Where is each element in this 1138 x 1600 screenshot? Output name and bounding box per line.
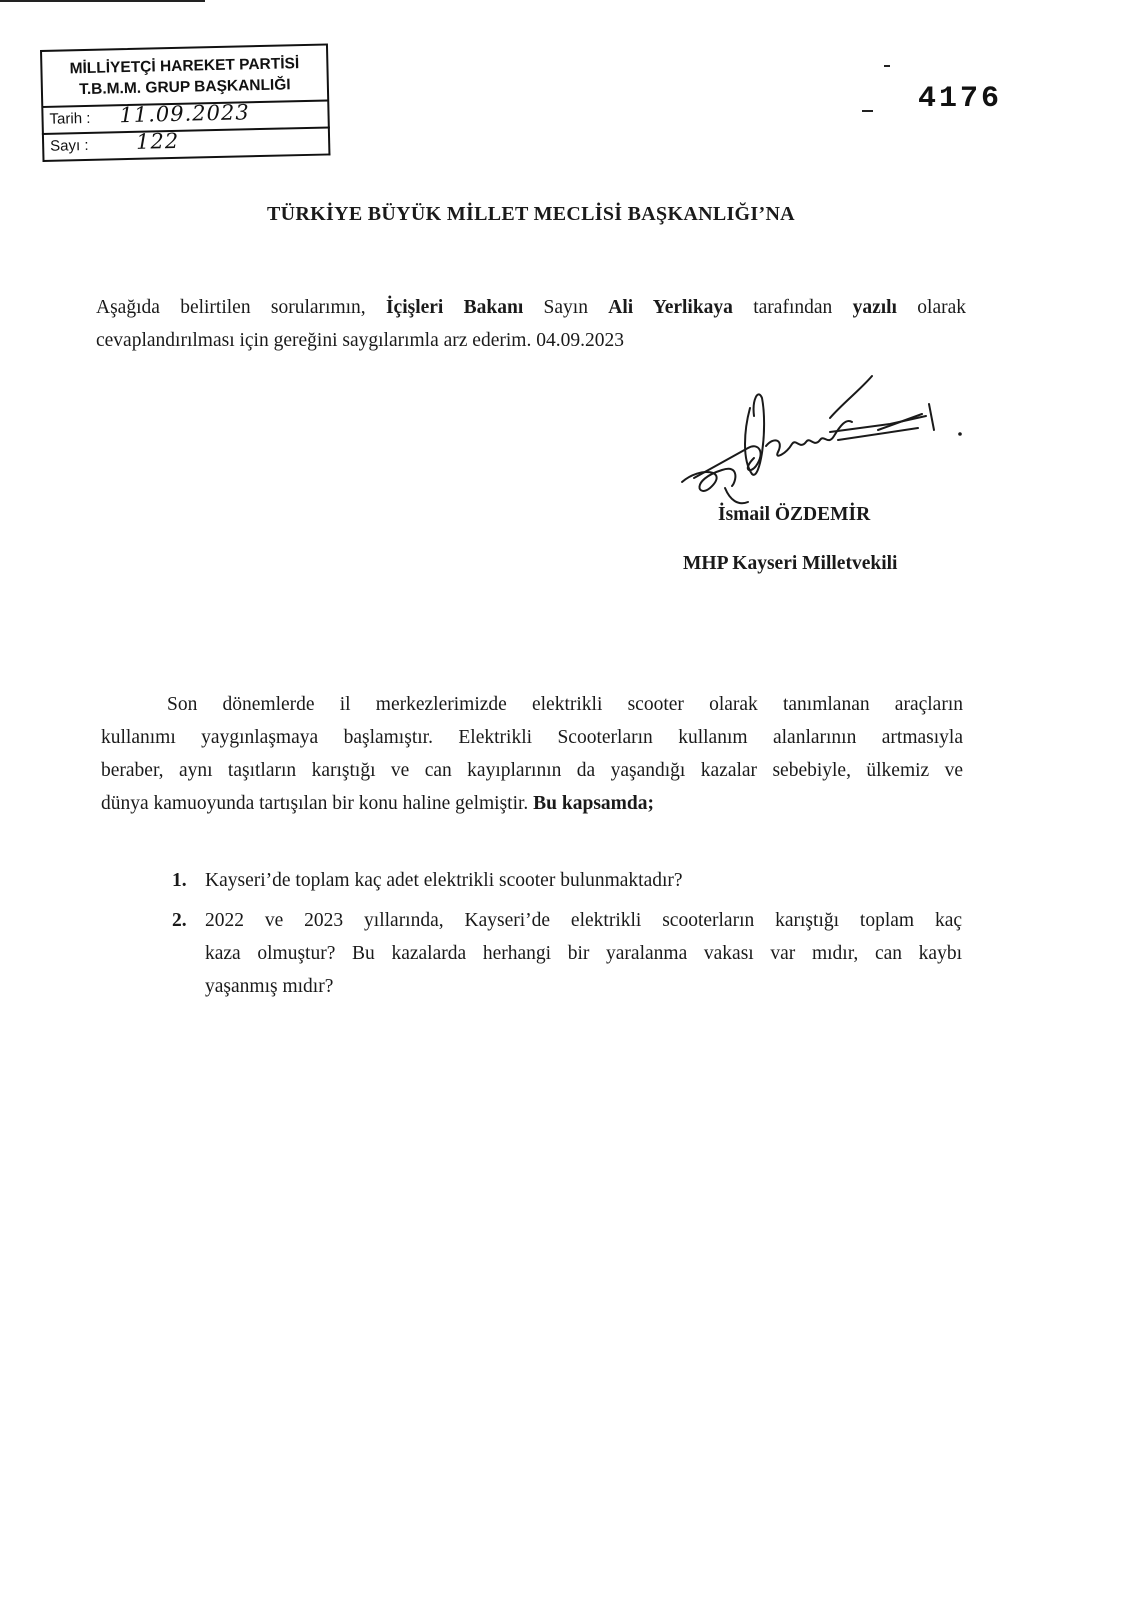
question-line: kaza olmuştur? Bu kazalarda herhangi bir yaralanma vakası var mıdır, can kaybı <box>205 943 962 964</box>
signer-title: MHP Kayseri Milletvekili <box>683 553 898 574</box>
signer-name: İsmail ÖZDEMİR <box>718 504 871 525</box>
body-paragraph <box>101 688 963 820</box>
stamp-date-value: 11.09.2023 <box>119 100 250 128</box>
body-line: Son dönemlerde il merkezlerimizde elektrikli scooter olarak tanımlanan araçların <box>167 694 963 715</box>
body-scope-phrase: Bu kapsamda; <box>533 793 655 814</box>
intro-minister-name: Ali Yerlikaya <box>608 297 733 318</box>
margin-dash <box>884 65 890 67</box>
scan-edge-mark <box>0 0 205 2</box>
question-text <box>205 864 962 897</box>
question-line: 2022 ve 2023 yıllarında, Kayseri’de elektrikli scooterların karıştığı toplam kaç <box>205 910 962 931</box>
intro-text: Aşağıda belirtilen sorularımın, <box>96 297 386 318</box>
stamp-date-label: Tarih : <box>49 109 91 128</box>
intro-text: olarak <box>896 297 966 318</box>
intro-text: Sayın <box>523 297 609 318</box>
question-list <box>172 864 962 1010</box>
question-item <box>172 904 962 1003</box>
handwritten-signature <box>670 370 1000 520</box>
question-item <box>172 864 962 897</box>
intro-paragraph <box>96 291 966 357</box>
margin-dash <box>862 110 873 112</box>
body-line-text: dünya kamuoyunda tartışılan bir konu haline gelmiştir. <box>101 793 534 814</box>
intro-written-word: yazılı <box>852 297 897 318</box>
intro-line2: cevaplandırılması için gereğini saygılarımla arz ederim. 04.09.2023 <box>96 330 624 351</box>
body-line <box>101 787 963 820</box>
intro-text: tarafından <box>732 297 853 318</box>
stamp-number-row <box>42 128 331 162</box>
question-text <box>205 904 962 1003</box>
stamp-org-line2: T.B.M.M. GRUP BAŞKANLIĞI <box>78 76 291 99</box>
stamp-number-value: 122 <box>135 128 180 154</box>
addressee-heading: TÜRKİYE BÜYÜK MİLLET MECLİSİ BAŞKANLIĞI’NA <box>267 203 795 225</box>
stamp-header <box>40 43 329 108</box>
question-line: yaşanmış mıdır? <box>205 976 334 997</box>
intro-minister-title: İçişleri Bakanı <box>385 297 524 318</box>
document-number: 4176 <box>918 82 1003 116</box>
question-number: 2. <box>172 910 187 931</box>
question-number: 1. <box>172 870 187 891</box>
intro-line1 <box>96 291 966 324</box>
body-line: beraber, aynı taşıtların karıştığı ve can kayıplarının da yaşandığı kazalar sebebiyle, ülkemiz ve <box>101 760 963 781</box>
stamp-number-label: Sayı : <box>49 136 89 155</box>
stamp-org-line1: MİLLİYETÇİ HAREKET PARTİSİ <box>69 55 300 78</box>
party-receipt-stamp <box>40 43 335 176</box>
signature-area <box>670 370 1000 570</box>
body-line: kullanımı yaygınlaşmaya başlamıştır. Elektrikli Scooterların kullanım alanlarının artmasıyla <box>101 727 963 748</box>
question-line: Kayseri’de toplam kaç adet elektrikli scooter bulunmaktadır? <box>205 870 683 891</box>
